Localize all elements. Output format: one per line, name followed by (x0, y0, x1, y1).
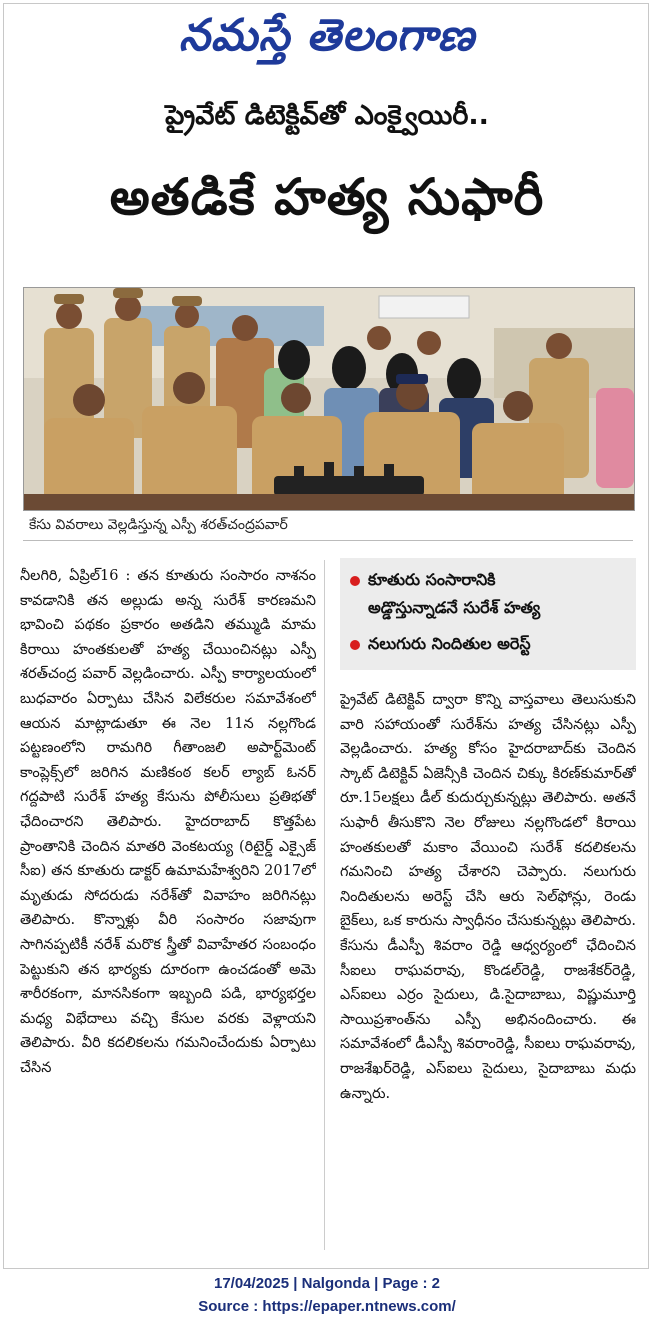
highlight-1-line1: కూతురు సంసారానికి (368, 570, 496, 589)
bullet-icon (350, 640, 360, 650)
article-body-right: ప్రైవేట్ డిటెక్టివ్ ద్వారా కొన్ని వాస్తవాలు తెలుసుకుని వారి సహాయంతో సురేశ్‌ను హత్య చేసినట్లు ఎస్పీ వెల్లడించారు. హత్య కోసం హైదరాబాద్‌కు చెందిన స్కాట్ డిటెక్టివ్ ఏజెన్సీకి చెందిన చిక్కు కిరణ్‌కుమార్‌తో రూ.15లక్షలు డీల్ కుదుర్చుకున్నట్లు తెలిపారు. అతనే సుఫారీ తీసుకొని నెల రోజులు నల్లగొండలో కిరాయి హంతకులతో మకాం వేయించి సురేశ్ కదలికలను గమనించి హత్య చేశారని చెప్పారు. నలుగురు నిందితులను అరెస్ట్ చేసి ఆరు సెల్‌ఫోన్లు, రెండు బైక్‌లు, ఒక కారును స్వాధీనం చేసుకున్నట్లు తెలిపారు. కేసును డీఎస్పీ శివరాం రెడ్డి ఆధ్వర్యంలో ఛేదించిన సీఐలు రాఘవరావు, కొండల్‌రెడ్డి, రాజశేకర్‌రెడ్డి, ఎస్ఐలు ఎర్రం సైదులు, డి.సైదాబాబు, విష్ణుమూర్తి సాయిప్రశాంత్‌ను ఎస్పీ అభినందించారు. ఈ సమావేశంలో డీఎస్పీ శివరాంరెడ్డి, సీఐలు రాఘవరావు, రాజశేఖర్‌రెడ్డి, ఎస్ఐలు సైదులు, సైదాబాబు మధు ఉన్నారు. (340, 692, 636, 1102)
highlight-2-text: నలుగురు నిందితుల అరెస్ట్ (368, 634, 531, 653)
highlight-item-2 (350, 630, 531, 658)
highlights-box (340, 558, 636, 670)
source-link[interactable]: Source : https://epaper.ntnews.com/ (198, 1298, 456, 1315)
highlight-1-line2: అడ్డొస్తున్నాడనే సురేశ్ హత్య (368, 598, 541, 617)
column-divider (324, 560, 325, 1250)
newspaper-masthead: నమస్తే తెలంగాణ (178, 10, 476, 61)
kicker-headline: ప్రైవేట్ డిటెక్టివ్‌తో ఎంక్వైయిరీ.. (165, 100, 489, 131)
edition-info: 17/04/2025 | Nalgonda | Page : 2 (214, 1275, 440, 1292)
bullet-icon (350, 576, 360, 586)
photo-caption: కేసు వివరాలు వెల్లడిస్తున్న ఎస్పీ శరత్‌చంద్రపవార్ (23, 511, 633, 541)
main-headline: అతడికే హత్య సుఫారీ (109, 168, 545, 226)
press-meet-photo (23, 287, 635, 511)
article-body-left: నీలగిరి, ఏప్రిల్16 : తన కూతురు సంసారం నాశనం కావడానికి తన అల్లుడు అన్న సురేశ్ కారణమని భావించి పథకం ప్రకారం అతడిని తమ్ముడి మామ కిరాయి హంతకులతో హత్య చేయించినట్లు ఎస్పీ శరత్‌చంద్ర పవార్ వెల్లడించారు. ఎస్పీ కార్యాలయంలో బుధవారం ఏర్పాటు చేసిన విలేకరుల సమావేశంలో ఆయన మాట్లాడుతూ ఈ నెల 11న నల్లగొండ పట్టణంలోని రామగిరి గీతాంజలి అపార్ట్‌మెంట్ కాంప్లెక్స్‌లో జరిగిన మణికంఠ కలర్ ల్యాబ్ ఓనర్ గద్దపాటి సురేశ్ హత్య కేసును పోలీసులు ప్రతిభతో ఛేదించారని తెలిపారు. హైదరాబాద్ కొత్తపేట ప్రాంతానికి చెందిన మాతరి వెంకటయ్య (రిటైర్డ్ ఎక్సైజ్ సీఐ) తన కూతురు డాక్టర్ ఉమామహేశ్వరిని 2017లో మృతుడు సోదరుడు నరేశ్‌తో వివాహం జరిగినట్లు తెలిపారు. కొన్నాళ్లు వీరి సంసారం సజావుగా సాగినప్పటికీ నరేశ్ మరొక స్త్రీతో వివాహేతర సంబంధం పెట్టుకుని తన భార్యకు దూరంగా ఉంచడంతో అమె శారీరకంగా, మానసికంగా ఇబ్బంది పడి, భార్యభర్తల మధ్య విభేదాలు వచ్చి కేసుల వరకు వెళ్లాయని తెలిపారు. వీరి కదలికలను గమనించేందుకు ఏర్పాటు చేసిన (20, 568, 316, 1076)
highlight-item-1 (350, 566, 496, 594)
